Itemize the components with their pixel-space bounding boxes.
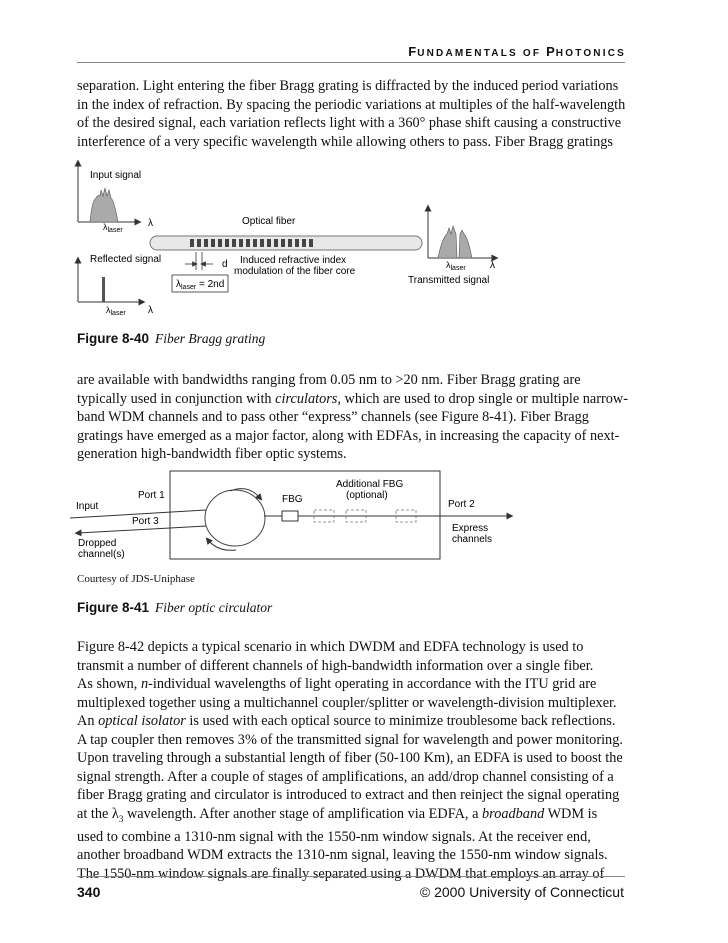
port2-label: Port 2 (448, 499, 475, 510)
header-rule (77, 62, 625, 63)
reflected-lambda-label: λ (148, 305, 153, 316)
figure-8-41-caption: Figure 8-41 Fiber optic circulator (77, 600, 273, 615)
fiber-bragg-grating-diagram (70, 160, 520, 325)
input-lambda-label: λ (148, 218, 153, 229)
period-d-label: d (222, 259, 228, 270)
port3-label: Port 3 (132, 516, 159, 527)
fiber-optic-circulator-diagram (70, 468, 550, 573)
running-header: FUNDAMENTALS OF PHOTONICS (408, 44, 626, 59)
transmitted-signal-label: Transmitted signal (408, 275, 490, 286)
transmitted-lambda-label: λ (490, 260, 495, 271)
figure-8-40-caption: Figure 8-40 Fiber Bragg grating (77, 331, 266, 346)
optical-fiber-label: Optical fiber (242, 216, 296, 227)
fbg-block (282, 511, 298, 521)
reflected-signal-label: Reflected signal (90, 254, 162, 265)
page-number: 340 (77, 884, 101, 900)
paragraph-1: separation. Light entering the fiber Bragg grating is diffracted by the induced period variations in the index of refraction. By spacing the periodic variations at multiples of the half-wavelength of the desired signal, each variation reflects light with a 360° phase shift causing a constructive interference of a very specific wavelength while allowing others to pass. Fiber Bragg gratings (77, 78, 626, 150)
input-spectrum (90, 188, 118, 222)
induced-index-label-1: Induced refractive index (240, 255, 347, 266)
input-lambda-laser-label: $\lambda_{laser}$ (103, 222, 123, 234)
express-label-1: Express (452, 523, 489, 534)
dropped-label-1: Dropped (78, 538, 117, 549)
induced-index-label-2: modulation of the fiber core (234, 266, 356, 277)
additional-fbg-label-1: Additional FBG (336, 479, 404, 490)
fbg-label: FBG (282, 494, 303, 505)
circulator-loop (205, 490, 265, 546)
reflected-lambda-laser-label: $\lambda_{laser}$ (106, 305, 126, 317)
express-label-2: channels (452, 534, 493, 545)
figure-credit: Courtesy of JDS-Uniphase (77, 573, 195, 585)
port1-label: Port 1 (138, 490, 165, 501)
footer-rule (77, 876, 625, 877)
input-label: Input (76, 501, 99, 512)
paragraph-2: are available with bandwidths ranging from 0.05 nm to >20 nm. Fiber Bragg grating are typically used in conjunction with circulators, which are used to drop single or multiple narrow- band WDM channels and to pass other “express” channels (see Figure 8-41). Fiber Bragg gratings have emerged as a major factor, along with EDFAs, in increasing the capacity of next- generation high-bandwidth fiber optic systems. (77, 372, 628, 462)
copyright-notice: © 2000 University of Connecticut (419, 884, 624, 900)
dropped-label-2: channel(s) (78, 549, 125, 560)
additional-fbg-label-2: (optional) (346, 490, 388, 501)
reflected-peak (102, 277, 105, 302)
input-signal-label: Input signal (90, 170, 142, 181)
transmitted-spectrum (438, 226, 472, 258)
bragg-condition-label: $\lambda_{laser} = 2nd$ (176, 279, 225, 291)
paragraph-3: Figure 8-42 depicts a typical scenario in which DWDM and EDFA technology is used to transmit a number of different channels of high-bandwidth information over a single fiber. As shown, n-individual wavelengths of light operating in accordance with the ITU grid are multiplexed together using a multichannel coupler/splitter or wavelength-division multiplexer. An optical isolator is used with each optical source to minimize troublesome back reflections. A tap coupler then removes 3% of the transmitted signal for wavelength and power monitoring. Upon traveling through a substantial length of fiber (50-100 Km), an EDFA is used to boost the signal strength. After a couple of stages of amplifications, an add/drop channel consisting of a fiber Bragg grating and circulator is introduced to extract and then reinject the signal operating at the $\lambda_3$ wavelength. After another stage of amplification via EDFA, a broadband WDM is used to combine a 1310-nm signal with the 1550-nm window signals. At the receiver end, another broadband WDM extracts the 1310-nm signal, leaving the 1550-nm window signals. The 1550-nm window signals are finally separated using a DWDM that employs an array of (77, 639, 623, 882)
transmitted-lambda-laser-label: $\lambda_{laser}$ (446, 260, 466, 272)
